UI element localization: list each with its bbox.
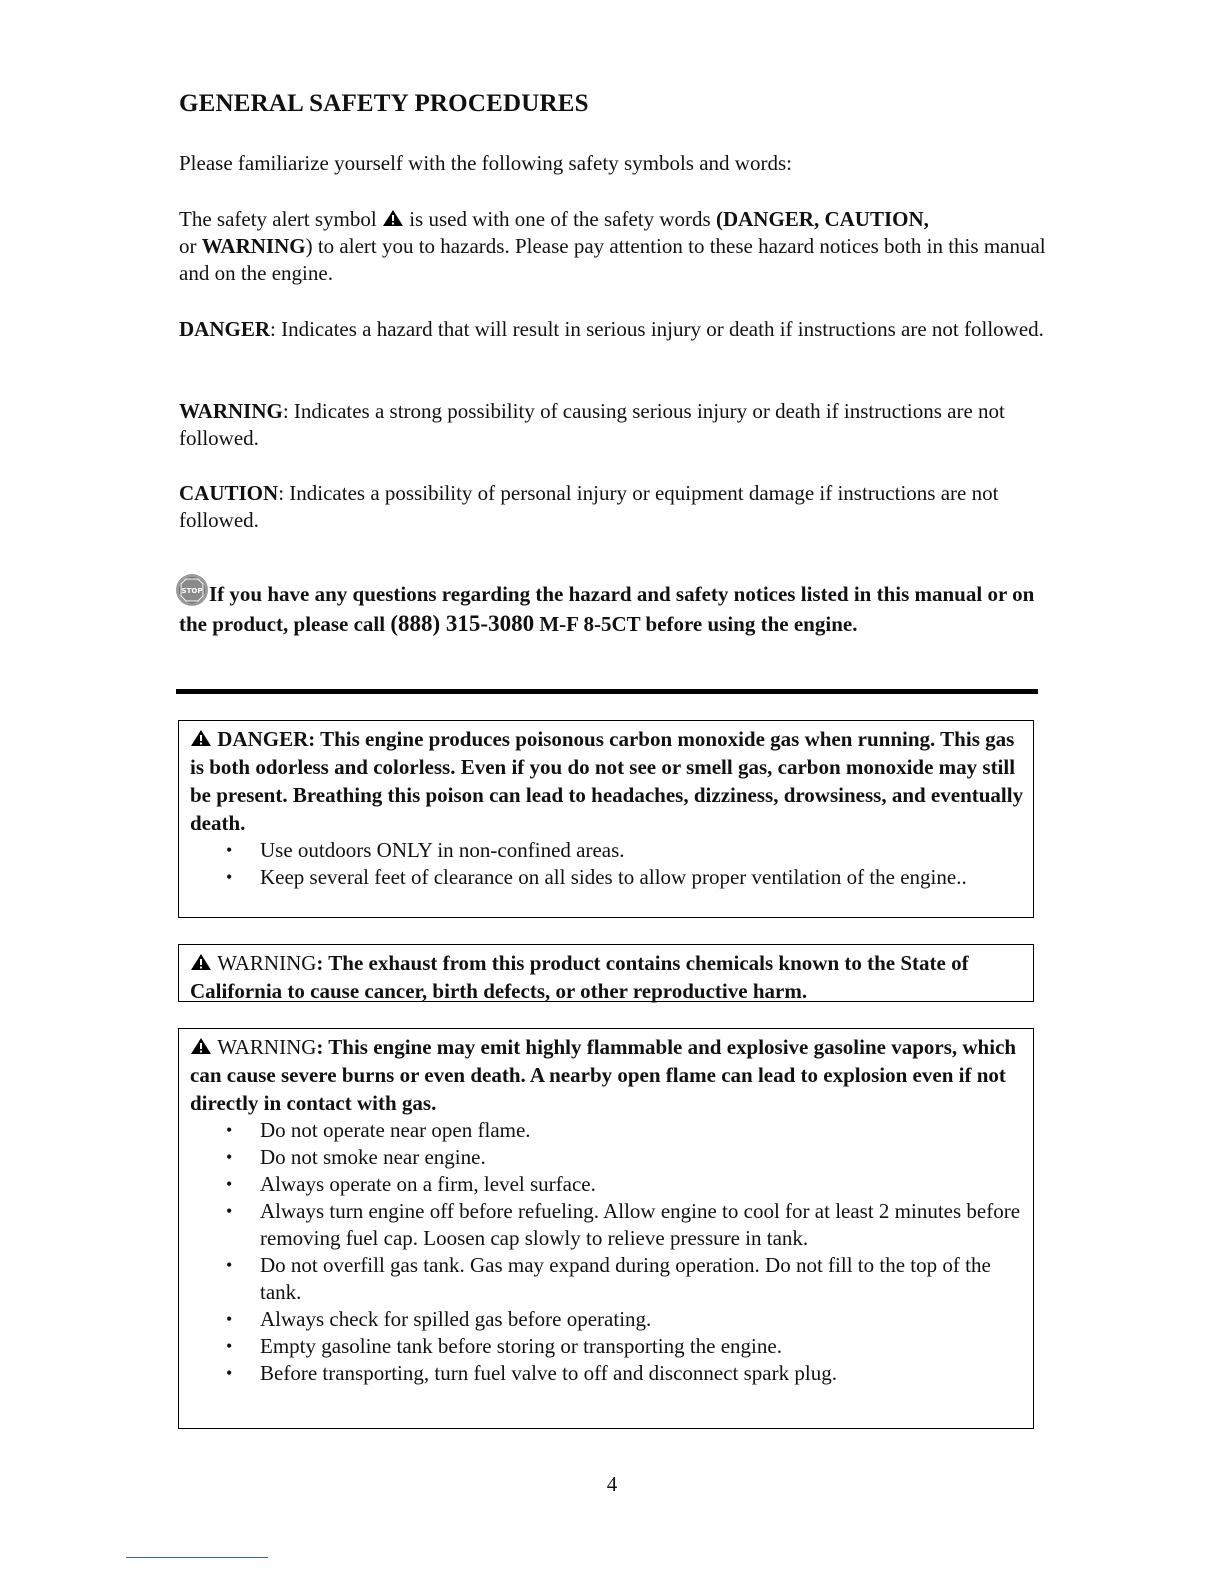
- list-item: • Keep several feet of clearance on all sides to allow proper ventilation of the engine..: [260, 864, 1033, 891]
- definition-text: : Indicates a hazard that will result in serious injury or death if instructions are not followed.: [270, 317, 1044, 341]
- definition-caution: [179, 480, 1049, 534]
- alert-text-3: or: [179, 234, 202, 258]
- alert-words-1: (DANGER, CAUTION,: [715, 207, 929, 231]
- definition-warning: [179, 398, 1049, 452]
- danger-box-list: [190, 837, 1033, 891]
- definition-danger: [179, 316, 1049, 343]
- definition-text: : Indicates a possibility of personal injury or equipment damage if instructions are not followed.: [179, 481, 999, 532]
- definition-term: CAUTION: [179, 481, 279, 505]
- list-item: • Use outdoors ONLY in non-confined areas.: [260, 837, 1033, 864]
- definition-text: : Indicates a strong possibility of causing serious injury or death if instructions are not followed.: [179, 399, 1005, 450]
- list-item: • Empty gasoline tank before storing or transporting the engine.: [260, 1333, 1033, 1360]
- warning-triangle-icon: [190, 953, 212, 971]
- stop-notice: [179, 573, 1049, 639]
- danger-box: [178, 720, 1034, 918]
- warning-triangle-icon: [190, 729, 212, 747]
- intro-text: Please familiarize yourself with the following safety symbols and words:: [179, 151, 792, 175]
- danger-box-heading-text: DANGER: This engine produces poisonous carbon monoxide gas when running. This gas is both odorless and colorless. Even if you do not see or smell gas, carbon monoxide may still be present. Breathing this poison can lead to headaches, dizziness, drowsiness, and eventually death.: [190, 727, 1024, 835]
- list-item: • Always turn engine off before refueling. Allow engine to cool for at least 2 minutes before removing fuel cap. Loosen cap slowly to relieve pressure in tank.: [260, 1198, 1033, 1252]
- warning-triangle-icon: [382, 209, 404, 227]
- list-item: • Before transporting, turn fuel valve to off and disconnect spark plug.: [260, 1360, 1033, 1387]
- page-number: 4: [606, 1472, 618, 1496]
- list-item: • Do not operate near open flame.: [260, 1117, 1033, 1144]
- stop-notice-text-1: If you have any questions regarding the hazard and safety notices listed in this manual or on the product, please call: [179, 582, 1035, 636]
- alert-text-1: The safety alert symbol: [179, 207, 382, 231]
- footer-line: [126, 1557, 268, 1558]
- gasoline-warning-box: [178, 1028, 1034, 1429]
- stop-notice-text-2: M-F 8-5CT before using the engine.: [534, 612, 858, 636]
- gasoline-warning-list: [190, 1117, 1033, 1387]
- california-warning-heading: [190, 949, 1033, 1005]
- definition-term: DANGER: [179, 317, 271, 341]
- alert-text-2: is used with one of the safety words: [403, 207, 716, 231]
- danger-box-heading: [190, 725, 1033, 837]
- alert-words-2: WARNING: [201, 234, 306, 258]
- alert-text-4: ) to alert you to hazards. Please pay attention to these hazard notices both in this manual and on the engine.: [179, 234, 1046, 285]
- warning-word: WARNING: [217, 1035, 317, 1059]
- alert-symbol-paragraph: [179, 206, 1049, 287]
- gasoline-warning-heading: [190, 1033, 1033, 1117]
- warning-word: WARNING: [217, 951, 317, 975]
- list-item: • Do not smoke near engine.: [260, 1144, 1033, 1171]
- list-item: • Always check for spilled gas before operating.: [260, 1306, 1033, 1333]
- stop-sign-icon: [175, 573, 209, 607]
- list-item: • Always operate on a firm, level surface.: [260, 1171, 1033, 1198]
- page-title: GENERAL SAFETY PROCEDURES: [179, 90, 589, 117]
- gasoline-warning-text: : This engine may emit highly flammable and explosive gasoline vapors, which can cause severe burns or even death. A nearby open flame can lead to explosion even if not directly in contact with gas.: [190, 1035, 1017, 1115]
- california-warning-text: : The exhaust from this product contains chemicals known to the State of California to cause cancer, birth defects, or other reproductive harm.: [190, 951, 969, 1003]
- section-divider: [176, 689, 1038, 694]
- warning-triangle-icon: [190, 1037, 212, 1055]
- svg-text:STOP: STOP: [181, 587, 203, 595]
- california-warning-box: [178, 944, 1034, 1002]
- phone-number: (888) 315-3080: [390, 611, 535, 636]
- definition-term: WARNING: [179, 399, 283, 423]
- list-item: • Do not overfill gas tank. Gas may expand during operation. Do not fill to the top of the tank.: [260, 1252, 1033, 1306]
